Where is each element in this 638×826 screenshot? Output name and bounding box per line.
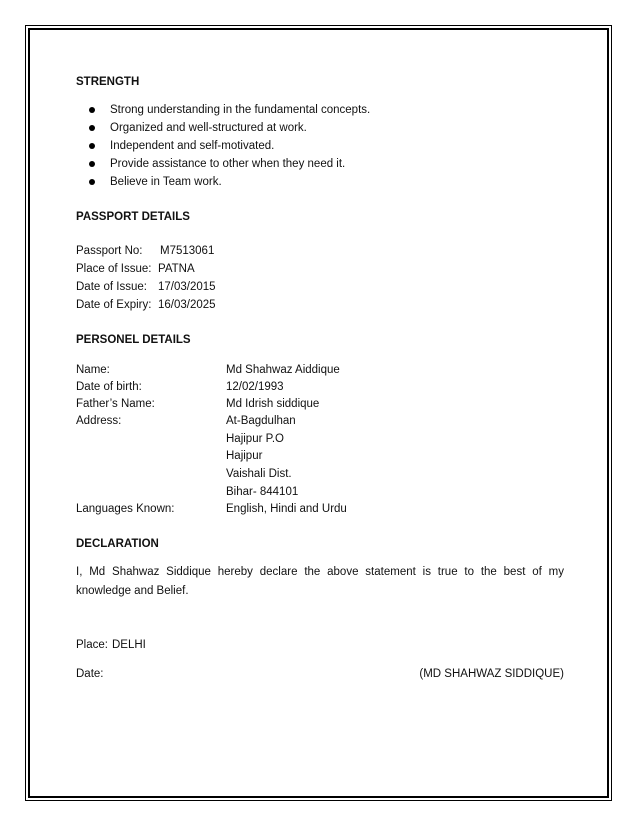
date-of-expiry-row [76, 296, 376, 314]
list-item: Believe in Team work. [76, 173, 370, 191]
address-row [76, 447, 564, 465]
passport-heading: PASSPORT DETAILS [76, 211, 190, 223]
signature-name: (MD SHAHWAZ SIDDIQUE) [419, 668, 564, 680]
place-row [76, 636, 376, 654]
address-line: Hajipur [226, 450, 263, 462]
place-label: Place: [76, 639, 108, 651]
bullet-icon [89, 179, 95, 185]
name-row [76, 361, 564, 379]
bullet-icon [89, 107, 95, 113]
place-of-issue-label: Place of Issue: [76, 263, 152, 275]
strength-list [76, 101, 370, 191]
list-item: Independent and self-motivated. [76, 137, 370, 155]
list-item: Provide assistance to other when they need it. [76, 155, 370, 173]
languages-value: English, Hindi and Urdu [226, 503, 347, 515]
address-label: Address: [76, 415, 122, 427]
strength-heading: STRENGTH [76, 76, 140, 88]
list-item: Strong understanding in the fundamental concepts. [76, 101, 370, 119]
date-label: Date: [76, 668, 104, 680]
address-line: At-Bagdulhan [226, 415, 296, 427]
dob-value: 12/02/1993 [226, 381, 284, 393]
address-line: Bihar- 844101 [226, 486, 299, 498]
date-of-issue-value: 17/03/2015 [158, 281, 216, 293]
father-row [76, 395, 564, 413]
date-of-issue-label: Date of Issue: [76, 281, 147, 293]
bullet-icon [89, 125, 95, 131]
declaration-text: I, Md Shahwaz Siddique hereby declare the above statement is true to the best of my knowledge and Belief. [76, 566, 564, 597]
languages-row [76, 500, 564, 518]
date-of-issue-row [76, 278, 376, 296]
address-line: Hajipur P.O [226, 433, 284, 445]
passport-no-label: Passport No: [76, 245, 143, 257]
dob-row [76, 378, 564, 396]
date-row [76, 665, 564, 683]
address-row [76, 412, 564, 430]
passport-no-row [76, 242, 376, 260]
address-row [76, 483, 564, 501]
name-label: Name: [76, 364, 110, 376]
place-value: DELHI [112, 639, 146, 651]
address-row [76, 465, 564, 483]
list-item: Organized and well-structured at work. [76, 119, 370, 137]
address-row [76, 430, 564, 448]
bullet-icon [89, 143, 95, 149]
father-value: Md Idrish siddique [226, 398, 320, 410]
date-of-expiry-value: 16/03/2025 [158, 299, 216, 311]
languages-label: Languages Known: [76, 503, 175, 515]
father-label: Father’s Name: [76, 398, 155, 410]
place-of-issue-value: PATNA [158, 263, 195, 275]
bullet-icon [89, 161, 95, 167]
date-of-expiry-label: Date of Expiry: [76, 299, 152, 311]
declaration-heading: DECLARATION [76, 538, 159, 550]
name-value: Md Shahwaz Aiddique [226, 364, 340, 376]
address-line: Vaishali Dist. [226, 468, 292, 480]
passport-no-value: M7513061 [160, 245, 215, 257]
place-of-issue-row [76, 260, 376, 278]
dob-label: Date of birth: [76, 381, 142, 393]
personal-heading: PERSONEL DETAILS [76, 334, 191, 346]
